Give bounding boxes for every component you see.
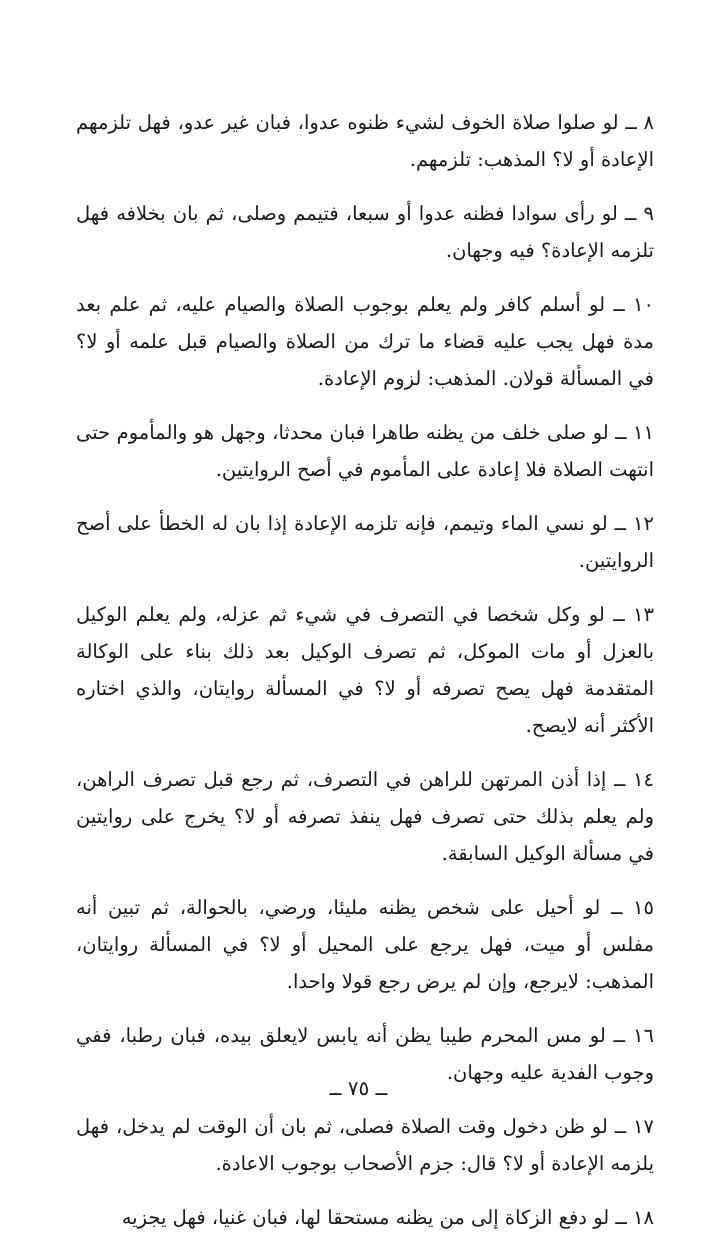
- paragraph-13: ١٣ ــ لو وكل شخصا في التصرف في شيء ثم عزله، ولم يعلم الوكيل بالعزل أو مات الموكل، ثم تصرف الوكيل بعد ذلك بناء على الوكالة المتقدمة فهل يصح تصرفه أو لا؟ في المسألة روايتان، والذي اختاره الأكثر أنه لايصح.: [76, 603, 654, 737]
- paragraph-8: ٨ ــ لو صلوا صلاة الخوف لشيء ظنوه عدوا، فبان غير عدو، فهل تلزمهم الإعادة أو لا؟ المذهب: تلزمهم.: [76, 111, 654, 171]
- page-number: ــ ٧٥ ــ: [329, 1076, 388, 1100]
- paragraph-12: ١٢ ــ لو نسي الماء وتيمم، فإنه تلزمه الإعادة إذا بان له الخطأ على أصح الروايتين.: [76, 512, 654, 572]
- paragraph-11: ١١ ــ لو صلى خلف من يظنه طاهرا فبان محدثا، وجهل هو والمأموم حتى انتهت الصلاة فلا إعادة على المأموم في أصح الروايتين.: [76, 421, 654, 481]
- paragraph-9: ٩ ــ لو رأى سوادا فظنه عدوا أو سبعا، فتيمم وصلى، ثم بان بخلافه فهل تلزمه الإعادة؟ فيه وجهان.: [76, 202, 654, 262]
- paragraph-15: ١٥ ــ لو أحيل على شخص يظنه مليئا، ورضي، بالحوالة، ثم تبين أنه مفلس أو ميت، فهل يرجع على المحيل أو لا؟ في المسألة روايتان، المذهب: لايرجع، وإن لم يرض رجع قولا واحدا.: [76, 896, 654, 993]
- paragraph-18: ١٨ ــ لو دفع الزكاة إلى من يظنه مستحقا لها، فبان غنيا، فهل يجزيه: [121, 1206, 654, 1229]
- paragraph-10: ١٠ ــ لو أسلم كافر ولم يعلم بوجوب الصلاة والصيام عليه، ثم علم بعد مدة فهل يجب عليه قضاء ما ترك من الصلاة والصيام قبل علمه أو لا؟ في المسألة قولان. المذهب: لزوم الإعادة.: [76, 293, 654, 390]
- paragraph-16: ١٦ ــ لو مس المحرم طيبا يظن أنه يابس لايعلق بيده، فبان رطبا، ففي وجوب الفدية عليه وجهان.: [76, 1024, 654, 1084]
- paragraph-17: ١٧ ــ لو ظن دخول وقت الصلاة فصلى، ثم بان أن الوقت لم يدخل، فهل يلزمه الإعادة أو لا؟ قال: جزم الأصحاب بوجوب الاعادة.: [76, 1115, 654, 1175]
- paragraph-14: ١٤ ــ إذا أذن المرتهن للراهن في التصرف، ثم رجع قبل تصرف الراهن، ولم يعلم بذلك حتى تصرف فهل ينفذ تصرفه أو لا؟ يخرج على روايتين في مسألة الوكيل السابقة.: [76, 768, 654, 865]
